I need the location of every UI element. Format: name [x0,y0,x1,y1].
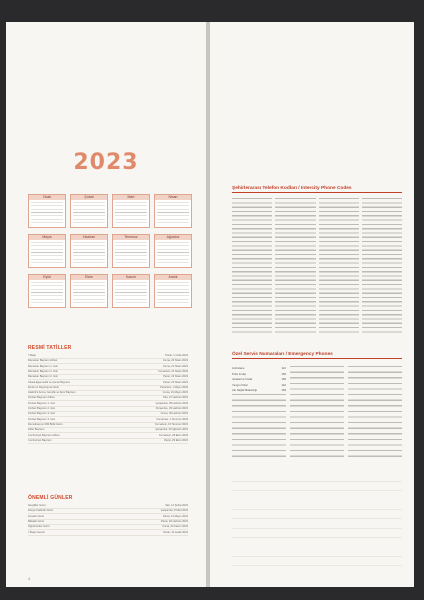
list-item [28,381,188,386]
item-date: Cumartesi, 1 Temmuz 2023 [156,417,188,421]
item-date: Salı, 14 Şubat 2023 [165,504,188,507]
service-number: 184 [281,388,286,393]
notes-lines [232,472,402,572]
item-date: Cumartesi, 15 Temmuz 2023 [154,422,188,426]
month-days-grid [157,202,189,224]
item-name: Kurban Bayramı 4. Gün [28,417,56,421]
service-number: 155 [281,371,286,376]
city-codes-column [362,198,402,333]
item-name: Kurban Bayramı Arifesi [28,396,55,400]
month-name: Ocak [29,195,65,200]
year-title: 2023 [73,150,139,175]
month-days-grid [31,242,63,264]
list-item [28,428,188,433]
item-name: Kurban Bayramı 2. Gün [28,407,56,410]
list-item [28,412,188,417]
month-calendar [112,194,150,228]
item-date: Çarşamba, 8 Mart 2023 [160,509,188,513]
service-name: Alo Sağlık Bakanlığı [232,388,258,393]
month-name: Aralık [155,275,191,280]
item-date: Pazartesi, 1 Mayıs 2023 [160,385,188,389]
left-page [6,22,206,587]
month-calendar [154,194,192,228]
item-name: Babalar Günü [28,519,45,523]
item-date: Pazar, 29 Ekim 2023 [164,438,188,442]
months-grid [28,194,192,308]
month-name: Ekim [71,275,107,280]
item-date: Perşembe, 29 Haziran 2023 [155,407,188,410]
item-date: Salı, 27 Haziran 2023 [163,396,188,400]
item-name: Yılbaşı [28,354,36,357]
month-days-grid [31,202,63,224]
item-name: Ramazan Bayramı Arifesi [28,359,58,363]
item-name: Ramazan Bayramı 1. Gün [28,364,58,368]
month-calendar [154,274,192,308]
month-name: Şubat [71,195,107,200]
city-codes-column [275,198,315,333]
item-date: Cuma, 30 Haziran 2023 [160,412,188,416]
month-calendar [70,194,108,228]
emergency-table [232,366,402,458]
month-days-grid [157,242,189,264]
item-date: Cuma, 21 Nisan 2023 [162,364,188,368]
item-name: Demokrasi ve Milli Birlik Günü [28,422,63,426]
official-holidays-title: RESMİ TATİLLER [28,345,72,351]
month-name: Kasım [113,275,149,280]
item-date: Cumartesi, 28 Ekim 2023 [158,433,188,437]
emergency-item [232,383,286,388]
month-days-grid [73,242,105,264]
list-item [28,515,188,520]
list-item [28,439,188,444]
item-date: Pazar, 31 Aralık 2023 [163,530,188,534]
emergency-more-rows [232,394,286,458]
service-number: 110 [281,382,286,387]
item-name: Kurban Bayramı 3. Gün [28,412,56,416]
month-name: Ağustos [155,235,191,240]
emergency-column [232,366,286,458]
item-date: Pazar, 23 Nisan 2023 [163,380,188,384]
item-date: Pazar, 18 Haziran 2023 [160,519,188,523]
month-calendar [28,234,66,268]
list-item [28,396,188,401]
right-page [210,22,414,587]
month-days-grid [73,282,105,304]
emergency-item [232,388,286,393]
list-item [28,359,188,364]
list-item [28,365,188,370]
list-item [28,402,188,407]
item-date: Pazar, 23 Nisan 2023 [163,375,188,379]
item-name: Cumhuriyet Bayramı Arifesi [28,433,60,437]
item-name: Dünya Kadınlar Günü [28,509,53,513]
month-days-grid [31,282,63,304]
service-name: Jandarma İmdat [232,377,253,382]
item-date: Çarşamba, 30 Ağustos 2023 [155,428,188,432]
item-date: Pazar, 1 Ocak 2023 [165,354,188,357]
list-item [28,375,188,380]
month-name: Haziran [71,235,107,240]
item-name: Zafer Bayramı [28,428,45,432]
city-codes-table [232,198,402,333]
item-name: Öğretmenler Günü [28,525,50,529]
emergency-item [232,372,286,377]
service-name: Ambulans [232,366,245,370]
item-name: Anneler Günü [28,514,45,518]
item-name: Atatürk'ü Anma, Gençlik ve Spor Bayramı [28,391,76,395]
month-days-grid [115,202,147,224]
item-date: Cuma, 20 Nisan 2023 [162,359,188,363]
month-calendar [112,274,150,308]
month-calendar [70,274,108,308]
item-date: Pazar, 14 Mayıs 2023 [162,514,188,518]
month-days-grid [115,242,147,264]
emergency-item [232,366,286,371]
list-item [28,531,188,536]
month-name: Nisan [155,195,191,200]
item-name: Ramazan Bayramı 3. Gün [28,375,58,379]
list-item [28,525,188,530]
service-name: Yangın İhbar [232,382,248,387]
list-item [28,418,188,423]
item-name: Sevgililer Günü [28,504,46,507]
month-name: Eylül [29,275,65,280]
city-codes-column [319,198,359,333]
month-calendar [154,234,192,268]
month-name: Mart [113,195,149,200]
month-days-grid [115,282,147,304]
emergency-title: Özel Servis Numaraları / Emergency Phones [232,352,402,359]
month-calendar [112,234,150,268]
month-days-grid [73,202,105,224]
month-calendar [28,194,66,228]
item-date: Cuma, 19 Mayıs 2023 [162,391,188,395]
service-name: Polis İmdat [232,371,246,376]
item-name: Yılbaşı Gecesi [28,530,45,534]
month-calendar [28,274,66,308]
month-name: Mayıs [29,235,65,240]
city-codes-title: Şehirlerarası Telefon Kodları / Intercity Phone Codes [232,186,402,193]
item-name: Cumhuriyet Bayramı [28,438,52,442]
city-codes-column [232,198,272,333]
month-days-grid [157,282,189,304]
emergency-column [290,366,344,458]
item-name: Kurban Bayramı 1. Gün [28,401,56,405]
month-name: Temmuz [113,235,149,240]
item-name: Ramazan Bayramı 2. Gün [28,369,58,373]
emergency-column [348,366,402,458]
list-item [28,509,188,514]
page-number: 4 [28,576,31,581]
item-date: Çarşamba, 28 Haziran 2023 [155,401,188,405]
item-name: Ulusal Egemenlik ve Çocuk Bayramı [28,380,70,384]
month-calendar [70,234,108,268]
special-days-title: ÖNEMLİ GÜNLER [28,495,73,501]
item-date: Cuma, 24 Kasım 2023 [162,525,188,529]
emergency-item [232,377,286,382]
service-number: 112 [281,366,286,370]
item-name: Emek ve Dayanışma Günü [28,385,59,389]
list-item [28,434,188,439]
item-date: Cumartesi, 22 Nisan 2023 [158,369,188,373]
service-number: 156 [281,377,286,382]
